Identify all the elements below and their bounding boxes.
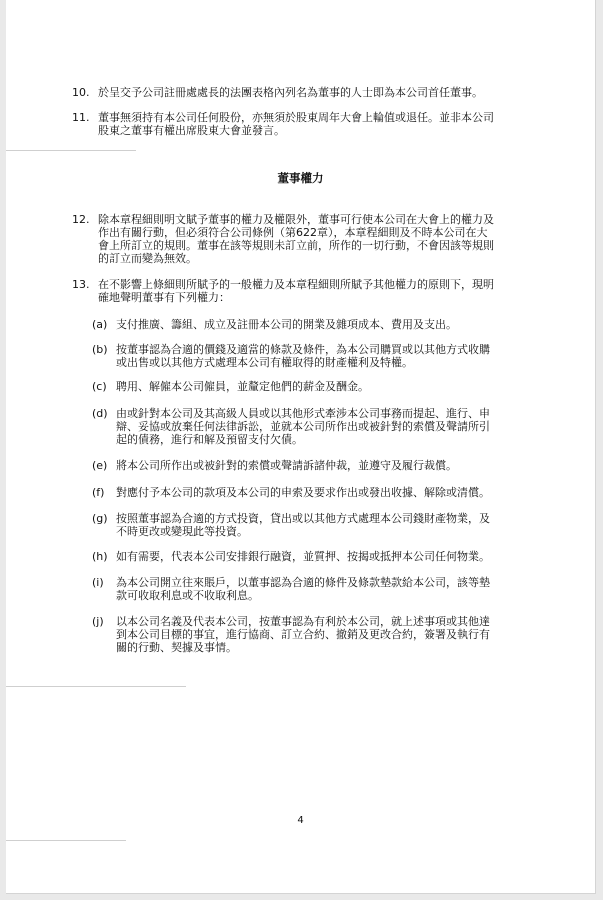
article-text: 董事無須持有本公司任何股份，亦無須於股東周年大會上輪值或退任。並非本公司 股東之董事有權出席股東大會並發言。 (98, 111, 494, 137)
item-label: (j) (92, 615, 104, 628)
item-label: (f) (92, 486, 105, 499)
scan-artifact-line (6, 840, 126, 841)
item-text: 按董事認為合適的價錢及適當的條款及條件，為本公司購買或以其他方式收購 或出售或以其他方式處理本公司有權取得的財產權利及特權。 (116, 343, 490, 369)
item-label: (e) (92, 459, 108, 472)
item-text: 對應付予本公司的款項及本公司的申索及要求作出或發出收據、解除或清償。 (116, 486, 490, 499)
document-page (6, 0, 596, 894)
article-text: 除本章程細則明文賦予董事的權力及權限外，董事可行使本公司在大會上的權力及 作出有關行動，但必須符合公司條例（第622章），本章程細則及不時本公司在大 會上所訂立的規則。董事在該等規則未訂立前，所作的一切行動，不會因該等規則 的訂立而變為無效。 (98, 213, 494, 265)
item-text: 由或針對本公司及其高級人員或以其他形式牽涉本公司事務而提起、進行、申 辯、妥協或放棄任何法律訴訟，並就本公司所作出或被針對的索償及聲請所引 起的債務，進行和解及預留支付欠債。 (116, 407, 490, 446)
item-label: (b) (92, 343, 108, 356)
article-number: 10. (72, 86, 90, 99)
item-label: (a) (92, 318, 108, 331)
item-text: 如有需要，代表本公司安排銀行融資，並質押、按揭或抵押本公司任何物業。 (116, 550, 490, 563)
item-text: 將本公司所作出或被針對的索償或聲請訴諸仲裁，並遵守及履行裁償。 (116, 459, 457, 472)
item-text: 支付推廣、籌組、成立及註冊本公司的開業及雜項成本、費用及支出。 (116, 318, 457, 331)
item-text: 聘用、解僱本公司僱員，並釐定他們的薪金及酬金。 (116, 380, 369, 393)
section-heading: 董事權力 (277, 171, 324, 185)
scan-artifact-line (6, 150, 136, 151)
article-number: 13. (72, 278, 90, 291)
item-text: 按照董事認為合適的方式投資，貸出或以其他方式處理本公司錢財產物業，及 不時更改或變現此等投資。 (116, 512, 490, 538)
item-text: 為本公司開立往來賬戶，以董事認為合適的條件及條款墊款給本公司，該等墊 款可收取利息或不收取利息。 (116, 576, 490, 602)
item-text: 以本公司名義及代表本公司，按董事認為有利於本公司，就上述事項或其他達 到本公司目標的事宜，進行協商、訂立合約、撤銷及更改合約，簽署及執行有 關的行動、契據及事情。 (116, 615, 490, 654)
item-label: (c) (92, 380, 107, 393)
page-number: 4 (297, 815, 304, 826)
article-number: 11. (72, 111, 90, 124)
item-label: (d) (92, 407, 108, 420)
article-text: 於呈交予公司註冊處處長的法團表格內列名為董事的人士即為本公司首任董事。 (98, 86, 483, 99)
article-number: 12. (72, 213, 90, 226)
scan-artifact-line (6, 686, 186, 687)
item-label: (i) (92, 576, 104, 589)
article-text: 在不影響上條細則所賦予的一般權力及本章程細則所賦予其他權力的原則下，現明 確地聲明董事有下列權力： (98, 278, 494, 304)
item-label: (g) (92, 512, 108, 525)
item-label: (h) (92, 550, 108, 563)
